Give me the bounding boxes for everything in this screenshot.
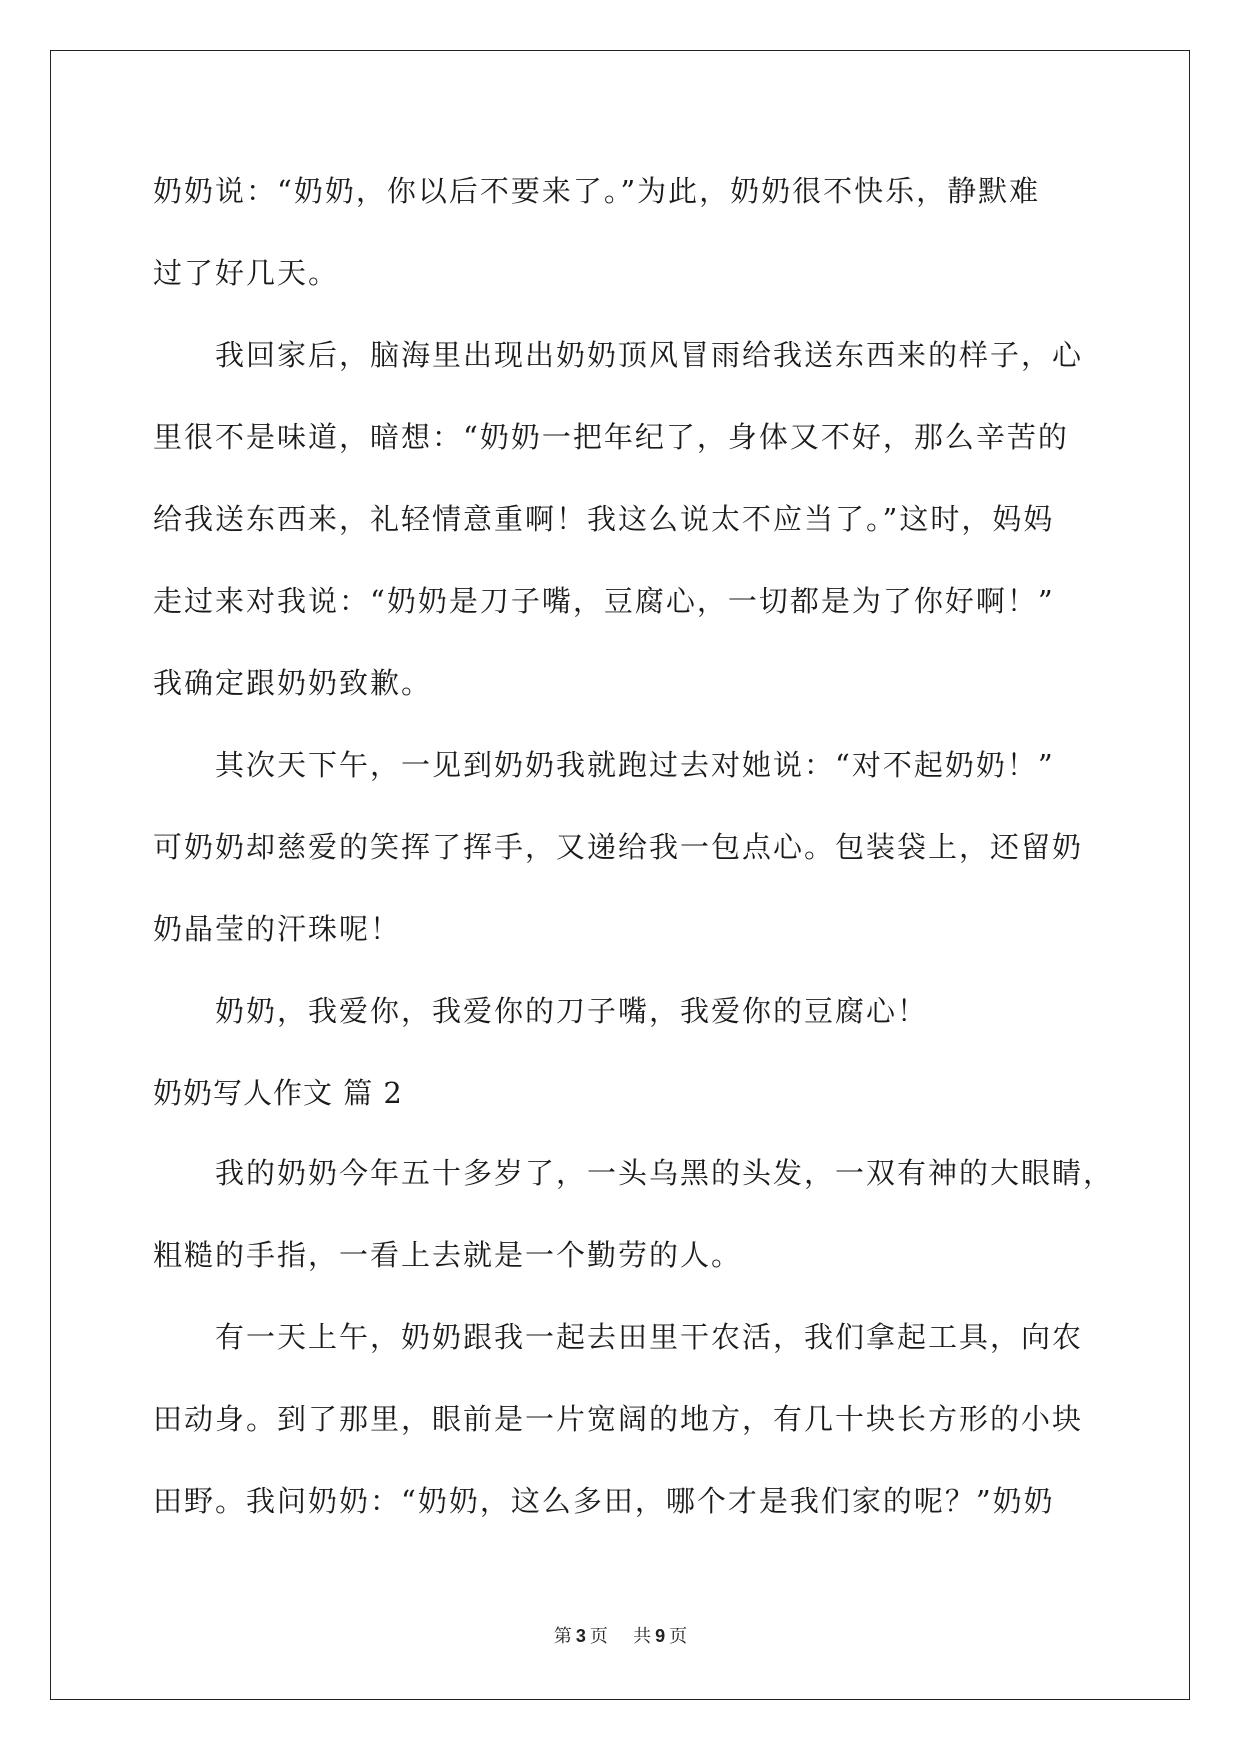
- paragraph-line: 我确定跟奶奶致歉。: [153, 666, 433, 700]
- paragraph-line: 我回家后，脑海里出现出奶奶顶风冒雨给我送东西来的样子，心: [215, 338, 1084, 372]
- total-pages-label: 共 9 页: [633, 1626, 688, 1647]
- paragraph-line: 有一天上午，奶奶跟我一起去田里干农活，我们拿起工具，向农: [215, 1320, 1084, 1354]
- paragraph-line: 田动身。到了那里，眼前是一片宽阔的地方，有几十块长方形的小块: [153, 1402, 1084, 1436]
- page-footer: [0, 1622, 1241, 1648]
- paragraph-line: 可奶奶却慈爱的笑挥了挥手，又递给我一包点心。包装袋上，还留奶: [153, 830, 1084, 864]
- page-number-label: 第 3 页: [553, 1626, 608, 1647]
- paragraph-line: 其次天下午，一见到奶奶我就跑过去对她说：“对不起奶奶！”: [215, 748, 1055, 782]
- paragraph-line: 粗糙的手指，一看上去就是一个勤劳的人。: [153, 1238, 743, 1272]
- paragraph-line: 里很不是味道，暗想：“奶奶一把年纪了，身体又不好，那么辛苦的: [153, 420, 1069, 454]
- document-body: [153, 160, 1115, 1552]
- paragraph-line: 给我送东西来，礼轻情意重啊！我这么说太不应当了。”这时，妈妈: [153, 502, 1055, 536]
- paragraph-line: 田野。我问奶奶：“奶奶，这么多田，哪个才是我们家的呢？”奶奶: [153, 1484, 1055, 1518]
- paragraph-line: 奶奶说：“奶奶，你以后不要来了。”为此，奶奶很不快乐，静默难: [153, 174, 1041, 208]
- paragraph-line: 我的奶奶今年五十多岁了，一头乌黑的头发，一双有神的大眼睛，: [215, 1156, 1115, 1190]
- paragraph-line: 走过来对我说：“奶奶是刀子嘴，豆腐心，一切都是为了你好啊！”: [153, 584, 1055, 618]
- section-heading: 奶奶写人作文 篇 2: [153, 1076, 403, 1110]
- paragraph-line: 奶晶莹的汗珠呢！: [153, 912, 402, 946]
- paragraph-line: 过了好几天。: [153, 256, 340, 290]
- paragraph-line: 奶奶，我爱你，我爱你的刀子嘴，我爱你的豆腐心！: [215, 994, 929, 1028]
